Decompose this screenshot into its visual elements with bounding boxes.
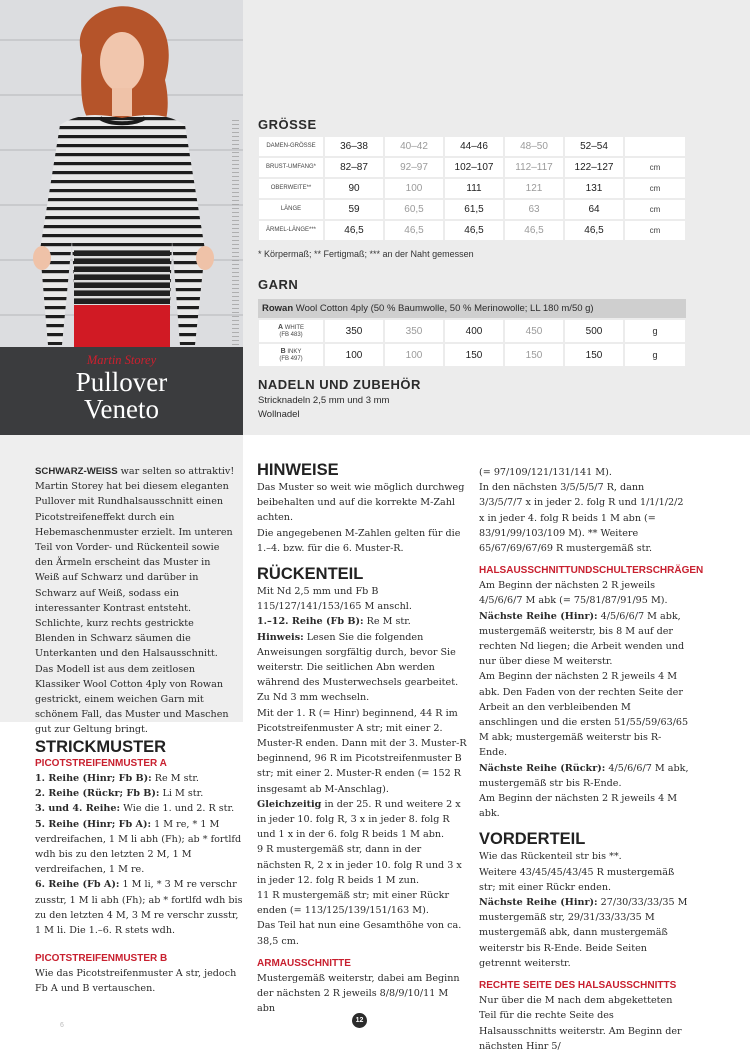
yarn-code: B bbox=[280, 347, 286, 355]
ruecken-p1: Mit Nd 2,5 mm und Fb B 115/127/141/153/165 M anschl. bbox=[257, 586, 412, 613]
row5-text: 1 M re, * 1 M verdreifachen, 1 M li abh (Fh); ab * fortlfd wdh bis zu den letzten 2 M, 1 M verdreifachen, 1 M re. bbox=[35, 818, 242, 876]
size-value: 111 bbox=[445, 179, 503, 198]
ruecken-p5: Mit der 1. R (= Hinr) beginnend, 44 R im Picotstreifenmuster A str; mit einer 2. Muster-R enden. Dann mit der 3. Muster-R beginnend, 96 R im Picotstreifenmuster B str; mit einer 2. Muster-R enden (= 152 R insgesamt ab M-Anschlag). bbox=[257, 707, 467, 795]
yarn-row bbox=[259, 344, 685, 366]
yarn-color-name: INKY bbox=[287, 348, 302, 355]
size-value: 112–117 bbox=[505, 158, 563, 177]
size-unit: cm bbox=[625, 179, 685, 198]
size-unit bbox=[625, 137, 685, 156]
pattern-b-heading: PICOTSTREIFENMUSTER B bbox=[35, 953, 168, 965]
yarn-amount: 450 bbox=[505, 320, 563, 342]
strickmuster-heading: STRICKMUSTER bbox=[35, 738, 167, 756]
yarn-amount: 400 bbox=[445, 320, 503, 342]
size-unit: cm bbox=[625, 158, 685, 177]
designer-name: Martin Storey bbox=[86, 353, 157, 367]
column-2 bbox=[257, 460, 467, 1017]
yarn-ref: (FB 497) bbox=[279, 355, 303, 362]
size-value: 44–46 bbox=[445, 137, 503, 156]
size-value: 60,5 bbox=[385, 200, 443, 219]
page-number: 12 bbox=[352, 1013, 367, 1028]
size-value: 64 bbox=[565, 200, 623, 219]
yarn-amount: 500 bbox=[565, 320, 623, 342]
col3-p1: (= 97/109/121/131/141 M). bbox=[479, 467, 612, 478]
size-value: 90 bbox=[325, 179, 383, 198]
needles-text bbox=[258, 394, 389, 422]
ruecken-p2: Re M str. bbox=[363, 616, 411, 628]
armausschnitte-heading: ARMAUSSCHNITTE bbox=[257, 957, 351, 969]
yarn-amount: 350 bbox=[325, 320, 383, 342]
yarn-code: A bbox=[277, 323, 284, 331]
size-value: 46,5 bbox=[385, 221, 443, 240]
pattern-title bbox=[0, 369, 243, 423]
col3-p9: Weitere 43/45/45/43/45 R mustergemäß str; mit einer Rückr enden. bbox=[479, 866, 675, 893]
size-value: 122–127 bbox=[565, 158, 623, 177]
yarn-row bbox=[259, 320, 685, 342]
row3-text: Wie die 1. und 2. R str. bbox=[120, 803, 235, 815]
yarn-amount: 150 bbox=[505, 344, 563, 366]
size-value: 46,5 bbox=[565, 221, 623, 240]
ruecken-p3: Lesen Sie die folgenden Anweisungen sorgfältig durch, bevor Sie weiterstr. Die seitlichen Abn werden während des Musterwechsels gearbeitet. bbox=[257, 631, 459, 689]
title-box bbox=[0, 347, 243, 435]
footer-mark: 6 bbox=[60, 1022, 64, 1029]
col3-p4-label: Nächste Reihe (Hinr): bbox=[479, 610, 598, 622]
row1-label: 1. Reihe (Hinr; Fb B): bbox=[35, 773, 152, 784]
col3-p7: Am Beginn der nächsten 2 R jeweils 4 M abk. bbox=[479, 793, 678, 820]
sizes-note: * Körpermaß; ** Fertigmaß; *** an der Naht gemessen bbox=[258, 249, 474, 259]
size-value: 46,5 bbox=[445, 221, 503, 240]
size-value: 102–107 bbox=[445, 158, 503, 177]
col3-p3: Am Beginn der nächsten 2 R jeweils 4/5/6/6/7 M abk (= 75/81/87/91/95 M). bbox=[479, 580, 668, 607]
vorderteil-heading: VORDERTEIL bbox=[479, 830, 586, 849]
size-value: 121 bbox=[505, 179, 563, 198]
hinweise-p2: Die angegebenen M-Zahlen gelten für die 1.–4. bzw. für die 6. Muster-R. bbox=[257, 527, 461, 554]
size-value: 46,5 bbox=[505, 221, 563, 240]
col3-p5: Am Beginn der nächsten 2 R jeweils 4 M abk. Den Faden von der rechten Seite der Arbeit an den verbleibenden M anschlingen und die ersten 51/55/59/63/65 M abk; mustergemäß weiterstr bis R-Ende. bbox=[479, 671, 689, 759]
size-value: 52–54 bbox=[565, 137, 623, 156]
yarn-color-name: WHITE bbox=[284, 324, 305, 331]
row3-label: 3. und 4. Reihe: bbox=[35, 803, 121, 815]
yarn-unit: g bbox=[625, 344, 685, 366]
size-row-label: LÄNGE bbox=[259, 200, 323, 219]
yarn-color-label bbox=[259, 344, 323, 366]
size-row-label: ÄRMEL-LÄNGE*** bbox=[259, 221, 323, 240]
col3-p6-label: Nächste Reihe (Rückr): bbox=[479, 762, 606, 774]
yarn-color-label bbox=[259, 320, 323, 342]
ruecken-p2-label: 1.–12. Reihe (Fb B): bbox=[257, 616, 364, 628]
size-row bbox=[259, 221, 685, 240]
yarn-brand: Rowan bbox=[262, 303, 294, 314]
ruecken-p3-label: Hinweis: bbox=[257, 631, 304, 643]
size-unit: cm bbox=[625, 221, 685, 240]
yarn-amount: 150 bbox=[445, 344, 503, 366]
col3-p8: Wie das Rückenteil str bis **. bbox=[479, 851, 622, 863]
col3-p10: 27/30/33/33/35 M mustergemäß str, 29/31/33/33/35 M mustergemäß abk, dann mustergemäß weiterstr bis R-Ende. Beide Seiten getrennt weiterstr. bbox=[479, 897, 688, 969]
size-value: 61,5 bbox=[445, 200, 503, 219]
intro-text bbox=[35, 464, 235, 738]
yarn-amount: 100 bbox=[385, 344, 443, 366]
yarn-amount: 150 bbox=[565, 344, 623, 366]
column-3 bbox=[479, 465, 704, 1054]
halsausschnitt-heading: HALSAUSSCHNITTUNDSCHULTERSCHRÄGEN bbox=[479, 565, 704, 577]
ruecken-p8: 11 R mustergemäß str; mit einer Rückr enden (= 113/125/139/151/163 M). bbox=[257, 890, 450, 917]
hinweise-p1: Das Muster so weit wie möglich durchweg beibehalten und auf die korrekte M-Zahl achten. bbox=[257, 482, 465, 524]
needles-heading: NADELN UND ZUBEHÖR bbox=[258, 377, 421, 392]
size-value: 40–42 bbox=[385, 137, 443, 156]
row6-text: 1 M li, * 3 M re verschr zusstr, 1 M li abh (Fh); ab * fortlfd wdh bis zu den letzten 4 M, 3 M re verschr zusstr, 1 M li. Die 1.–6. R stets wdh. bbox=[35, 879, 243, 937]
size-value: 82–87 bbox=[325, 158, 383, 177]
intro-body: war selten so attraktiv! Martin Storey hat bei diesem eleganten Pullover mit Rundhalsausschnitt einen Picotstreifeneffekt durch ein Hebemaschenmuster erzielt. Im unteren Teil von Vorder- und Rückenteil sowie den Ärmeln erscheint das Muster in Weiß auf Schwarz und darüber in Schwarz auf Weiß, sodass ein interessanter Kontrast entsteht. Schlichte, kurz rechts gestrickte Blenden in Schwarz säumen die Unterkanten und den Halsausschnitt. Das Modell ist aus dem zeitlosen Klassiker Wool Cotton 4ply von Rowan gestrickt, einem weichen Garn mit schönem Fall, das Muster und Maschen gut zur Geltung bringt. bbox=[35, 466, 235, 736]
row5-label: 5. Reihe (Hinr; Fb A): bbox=[35, 818, 152, 830]
model-photo bbox=[0, 0, 243, 347]
ruecken-p9: Das Teil hat nun eine Gesamthöhe von ca. 38,5 cm. bbox=[257, 920, 462, 947]
size-unit: cm bbox=[625, 200, 685, 219]
size-value: 131 bbox=[565, 179, 623, 198]
yarn-desc: Wool Cotton 4ply (50 % Baumwolle, 50 % Merinowolle; LL 180 m/50 g) bbox=[293, 303, 594, 314]
ruecken-p7: 9 R mustergemäß str, dann in der nächsten R, 2 x in jeder 10. folg R und 3 x in jeder 12. folg R beids 1 M zun. bbox=[257, 844, 462, 886]
pattern-title-line1: Pullover bbox=[75, 367, 168, 397]
col3-p6: 4/5/6/6/7 M abk, mustergemäß str bis R-Ende. bbox=[479, 762, 689, 789]
ruecken-heading: RÜCKENTEIL bbox=[257, 565, 364, 584]
size-row-label: DAMEN-GRÖSSE bbox=[259, 137, 323, 156]
hinweise-heading: HINWEISE bbox=[257, 461, 339, 479]
sizes-heading: GRÖSSE bbox=[258, 117, 317, 132]
sizes-table bbox=[257, 135, 687, 242]
size-row bbox=[259, 137, 685, 156]
row2-label: 2. Reihe (Rückr; Fb B): bbox=[35, 788, 160, 800]
size-value: 36–38 bbox=[325, 137, 383, 156]
strickmuster-section bbox=[35, 737, 245, 997]
size-row-label: OBERWEITE** bbox=[259, 179, 323, 198]
col3-p4: 4/5/6/6/7 M abk, mustergemäß weiterstr, bis 8 M auf der rechten Nd liegen; die Arbeit wenden und nur über diese M weiterstr. bbox=[479, 610, 685, 668]
ruecken-p4: Zu Nd 3 mm wechseln. bbox=[257, 692, 370, 704]
pattern-a-heading: PICOTSTREIFENMUSTER A bbox=[35, 758, 167, 769]
yarn-amount: 350 bbox=[385, 320, 443, 342]
row1-text: Re M str. bbox=[151, 773, 199, 784]
size-row bbox=[259, 179, 685, 198]
ruecken-p6: in der 25. R und weitere 2 x in jeder 10. folg R, 3 x in jeder 8. folg R und 1 x in der 6. folg R beids 1 M abn. bbox=[257, 798, 461, 841]
col3-p10-label: Nächste Reihe (Hinr): bbox=[479, 897, 598, 909]
needles-line1: Stricknadeln 2,5 mm und 3 mm bbox=[258, 395, 390, 406]
rechte-seite-heading: RECHTE SEITE DES HALSAUSSCHNITTS bbox=[479, 980, 677, 992]
yarn-amount: 100 bbox=[325, 344, 383, 366]
size-value: 48–50 bbox=[505, 137, 563, 156]
row6-label: 6. Reihe (Fb A): bbox=[35, 879, 120, 891]
yarn-table bbox=[257, 318, 687, 368]
pattern-title-line2: Veneto bbox=[84, 394, 159, 424]
col3-p2: In den nächsten 3/5/5/5/7 R, dann 3/3/5/7/7 x in jeder 2. folg R und 1/1/1/2/2 x in jeder 4. folg R beids 1 M abn (= 83/91/99/103/109 M). ** Weitere 65/67/69/67/69 R mustergemäß str. bbox=[479, 482, 684, 555]
size-value: 59 bbox=[325, 200, 383, 219]
row2-text: Li M str. bbox=[159, 788, 204, 800]
size-value: 100 bbox=[385, 179, 443, 198]
size-value: 63 bbox=[505, 200, 563, 219]
pattern-b-text: Wie das Picotstreifenmuster A str, jedoch Fb A und B vertauschen. bbox=[35, 968, 237, 995]
yarn-heading: GARN bbox=[258, 277, 299, 292]
size-row bbox=[259, 158, 685, 177]
ruecken-p10: Mustergemäß weiterstr, dabei am Beginn der nächsten 2 R jeweils 8/8/9/10/11 M abn bbox=[257, 972, 460, 1015]
size-value: 46,5 bbox=[325, 221, 383, 240]
ruecken-p6-label: Gleichzeitig bbox=[257, 798, 322, 810]
yarn-ref: (FB 483) bbox=[279, 331, 303, 338]
intro-lead: SCHWARZ-WEISS bbox=[35, 466, 118, 477]
yarn-description bbox=[258, 299, 686, 318]
size-row-label: BRUST-UMFANG* bbox=[259, 158, 323, 177]
size-row bbox=[259, 200, 685, 219]
size-value: 92–97 bbox=[385, 158, 443, 177]
needles-line2: Wollnadel bbox=[258, 409, 300, 420]
col3-p11: Nur über die M nach dem abgeketteten Teil für die rechte Seite des Halsausschnitts weiterstr. Am Beginn der nächsten Hinr 5/ bbox=[479, 995, 682, 1052]
yarn-unit: g bbox=[625, 320, 685, 342]
